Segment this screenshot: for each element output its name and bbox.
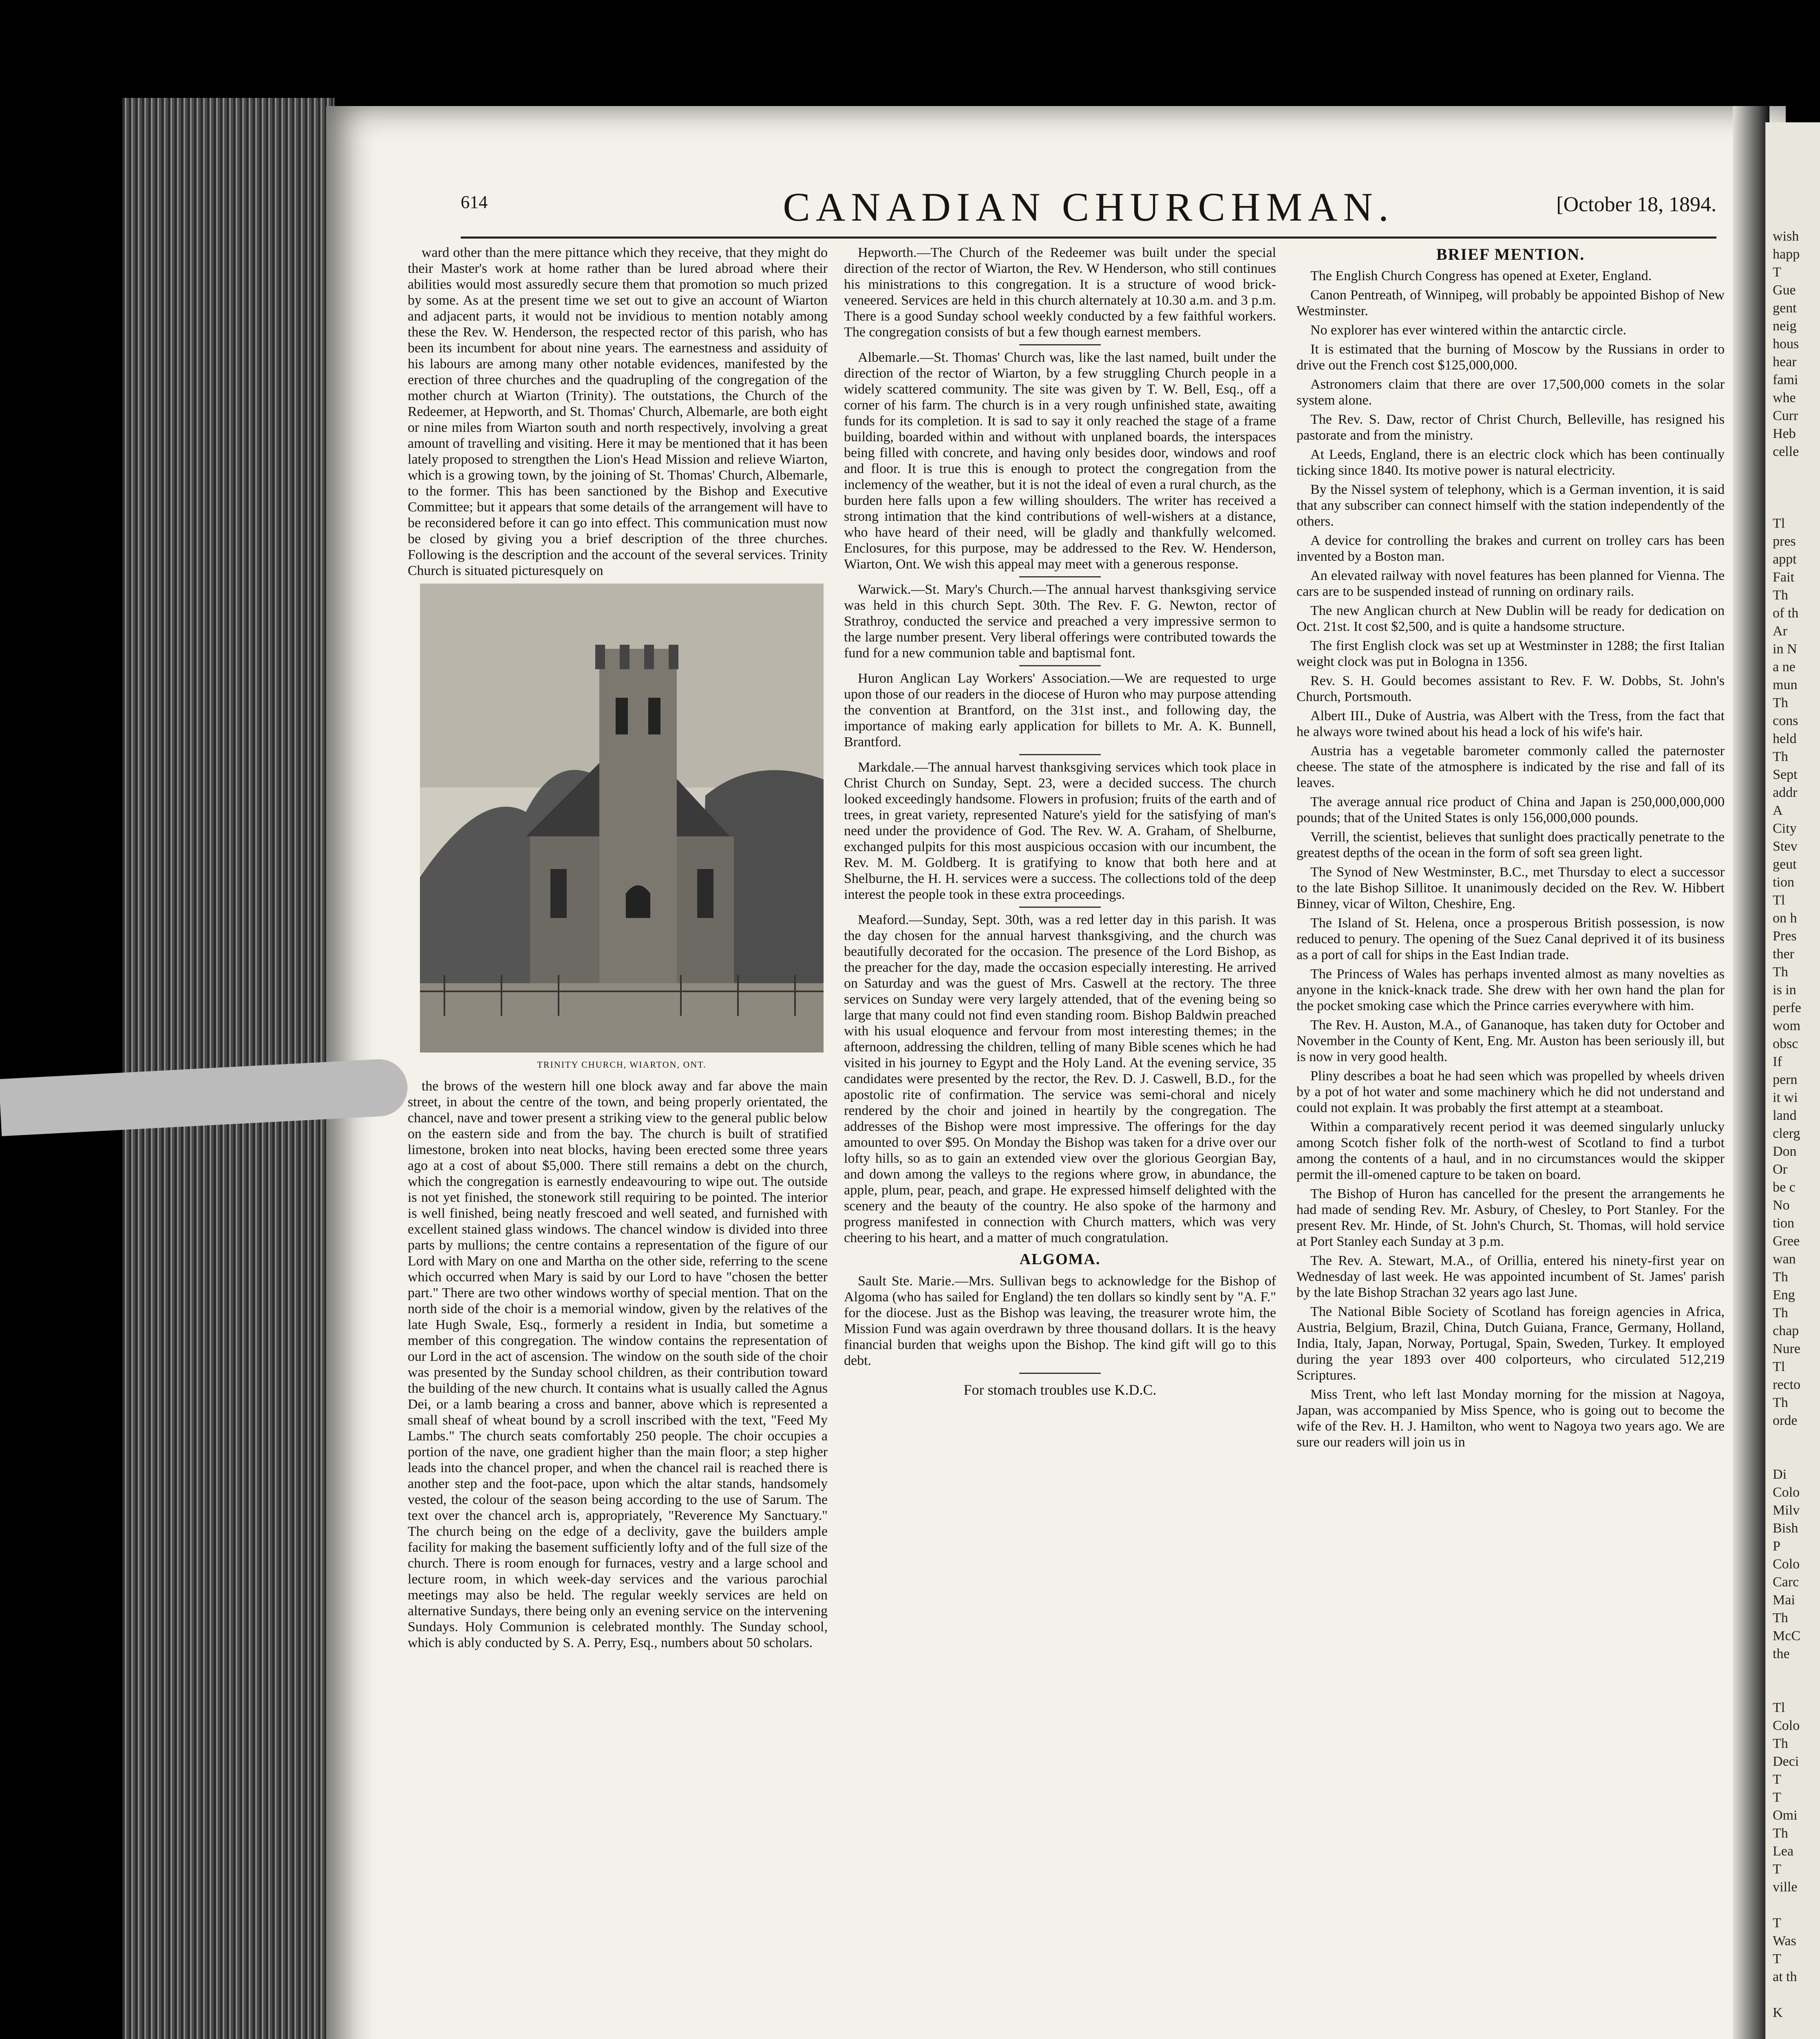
- brief-item: The Bishop of Huron has cancelled for the present the arrangements he had made of sending Rev. Mr. Asbury, of Chesley, to Port Stanley. For the present Rev. Mr. Hinde, of St. John's Church, St. Thomas, will hold service at Port Stanley each Sunday at 3 p.m.: [1297, 1186, 1725, 1249]
- margin-fragment: recto: [1773, 1377, 1800, 1392]
- brief-item: A device for controlling the brakes and current on trolley cars has been invented by a Boston man.: [1297, 533, 1725, 564]
- margin-fragment: T: [1773, 1951, 1781, 1966]
- brief-item: Rev. S. H. Gould becomes assistant to Rev. F. W. Dobbs, St. John's Church, Portsmouth.: [1297, 673, 1725, 704]
- margin-fragment: Th: [1773, 695, 1788, 710]
- margin-fragment: P: [1773, 1539, 1780, 1554]
- margin-fragment: Nure: [1773, 1341, 1800, 1356]
- margin-fragment: ther: [1773, 947, 1794, 962]
- margin-fragment: it wi: [1773, 1090, 1798, 1105]
- margin-fragment: Tl: [1773, 1359, 1785, 1374]
- brief-item: No explorer has ever wintered within the antarctic circle.: [1310, 323, 1627, 338]
- margin-fragment: Th: [1773, 1269, 1788, 1285]
- albemarle-item: Albemarle.—St. Thomas' Church was, like the last named, built under the direction of the rector of Wiarton, by a few struggling Church people in a widely scattered community. The site was given by T. W. Bell, Esq., off a corner of his farm. The church is in a very rough unfinished state, awaiting funds for its completion. It is sad to say it only reached the stage of a frame building, boarded within and without with unplaned boards, the interspaces being filled with concrete, and having only besides door, windows and roof and floor. It is true this is enough to protect the congregation from the inclemency of the weather, but it is not the ideal of even a rural church, as the burden here falls upon a few willing shoulders. The writer has received a strong intimation that the kind contributions of well-wishers at a distance, who have heard of their need, will be gladly and thankfully welcomed. Enclosures, for this purpose, may be addressed to the Rev. W. Henderson, Wiarton, Ont. We wish this appeal may meet with a generous response.: [844, 350, 1276, 572]
- margin-fragment: Th: [1773, 588, 1788, 603]
- margin-fragment: in N: [1773, 641, 1797, 657]
- margin-fragment: Pres: [1773, 929, 1797, 944]
- margin-fragment: [1773, 1987, 1818, 2005]
- masthead-title: CANADIAN CHURCHMAN.: [783, 184, 1394, 230]
- margin-fragment: Lea: [1773, 1844, 1793, 1859]
- header-rule: [461, 237, 1716, 239]
- facing-page-text-fragments: [1773, 228, 1818, 2039]
- margin-fragment: T: [1773, 1862, 1781, 1877]
- margin-fragment: Deci: [1773, 1754, 1799, 1769]
- wiarton-article-part2: the brows of the western hill one block away and far above the main street, in about the centre of the town, and being properly orientated, the chancel, nave and tower present a striking view to the general public below on the eastern side and from the bay. The church is built of stratified limestone, broken into neat blocks, having been erected some three years ago at a cost of about $5,000. There still remains a debt on the church, which the congregation is earnestly endeavouring to wipe out. The outside is not yet finished, the stonework still requiring to be pointed. The interior is well finished, being neatly frescoed and well seated, and furnished with excellent stained glass windows. The chancel window is divided into three parts by mullions; the centre contains a representation of the figure of our Lord with Mary on one and Martha on the other side, referring to the scene which occurred when Mary is said by our Lord to have "chosen the better part." There are two other windows worthy of special mention. That on the north side of the choir is a memorial window, given by the relatives of the late Hugh Swale, Esq., formerly a resident in India, but sometime a member of this congregation. The window contains the representation of our Lord in the act of ascension. The window on the south side of the choir was presented by the Sunday school children, as their contribution toward the building of the new church. It contains what is usually called the Agnus Dei, or a lamb bearing a cross and banner, above which is represented a small sheaf of wheat bound by a scroll inscribed with the text, "Feed My Lambs." The church seats comfortably 250 people. The choir occupies a portion of the nave, one gradient higher than the main floor; a step higher leads into the chancel proper, and when the chancel rail is reached there is another step and the foot-pace, upon which the altar stands, handsomely vested, the colour of the season being according to the use of Sarum. The text over the chancel arch is, appropriately, "Reverence My Sanctuary." The church being on the edge of a declivity, gave the builders ample facility for making the basement sufficiently lofty and of the full size of the church. There is room enough for furnaces, vestry and a large school and lecture room, in which week-day services and the various parochial meetings may also be held. The regular weekly services are held on alternative Sundays, there being only an evening service on the intervening Sundays. Holy Communion is celebrated monthly. The Sunday school, which is ably conducted by S. A. Perry, Esq., numbers about 50 scholars.: [408, 1079, 828, 1650]
- kdc-advert: For stomach troubles use K.D.C.: [963, 1382, 1157, 1398]
- margin-fragment: Colo: [1773, 1718, 1800, 1733]
- margin-fragment: tion: [1773, 875, 1794, 890]
- margin-fragment: is in: [1773, 982, 1796, 997]
- margin-fragment: If: [1773, 1054, 1782, 1069]
- margin-fragment: Th: [1773, 964, 1788, 980]
- margin-fragment: Carc: [1773, 1575, 1799, 1590]
- margin-fragment: Tl: [1773, 516, 1785, 531]
- margin-fragment: K: [1773, 2005, 1783, 2020]
- margin-fragment: appt: [1773, 552, 1797, 567]
- margin-fragment: [1773, 480, 1818, 498]
- brief-item: The Princess of Wales has perhaps invented almost as many novelties as anyone in the knick-knack trade. She drew with her own hand the plan for the pocket smoking case which the Prince carries everywhere with him.: [1297, 966, 1725, 1013]
- separator: [1019, 754, 1101, 755]
- brief-item: The average annual rice product of China and Japan is 250,000,000,000 pounds; that of the United States is only 156,000,000 pounds.: [1297, 794, 1725, 825]
- separator: [1019, 665, 1101, 666]
- figure-caption: TRINITY CHURCH, WIARTON, ONT.: [537, 1059, 707, 1070]
- margin-fragment: fami: [1773, 372, 1798, 387]
- column-1: [408, 245, 828, 1654]
- margin-fragment: chap: [1773, 1323, 1799, 1338]
- column-3: [1297, 245, 1725, 1453]
- brief-item: The Island of St. Helena, once a prosperous British possession, is now reduced to penury. The opening of the Suez Canal deprived it of its business as a port of call for ships in the East Indian trade.: [1297, 916, 1725, 962]
- margin-fragment: T: [1773, 1772, 1781, 1787]
- wiarton-article-part1: ward other than the mere pittance which they receive, that they might do their Master's work at home rather than be lured abroad where their abilities would most assuredly secure them that promotion so much prized by some. As at the present time we set out to give an account of Wiarton and adjacent parts, it would not be invidious to mention notably among these the Rev. W. Henderson, the respected rector of this parish, who has been its incumbent for about nine years. The earnestness and assiduity of his labours are among many other notable evidences, manifested by the erection of three churches and the quadrupling of the congregation of the mother church at Wiarton (Trinity). The outstations, the Church of the Redeemer, at Hepworth, and St. Thomas' Church, Albemarle, are both eight or nine miles from Wiarton south and north respectively, involving a great amount of travelling and visiting. Here it may be mentioned that it has been lately proposed to strengthen the Lion's Head Mission and relieve Wiarton, which is a growing town, by the joining of St. Thomas' Church, Albemarle, to the former. This has been sanctioned by the Bishop and Executive Committee; but it appears that some details of the arrangement will have to be reconsidered before it can go into effect. This communication must now be closed by giving you a brief description of the three churches. Following is the description and the account of the several services. Trinity Church is situated picturesquely on: [408, 245, 828, 578]
- margin-fragment: Don: [1773, 1144, 1797, 1159]
- margin-fragment: neig: [1773, 318, 1797, 334]
- margin-fragment: wish: [1773, 229, 1799, 244]
- margin-fragment: Gue: [1773, 283, 1796, 298]
- margin-fragment: [1773, 1897, 1818, 1915]
- algoma-heading: ALGOMA.: [1019, 1251, 1101, 1268]
- margin-fragment: ville: [1773, 1880, 1798, 1895]
- margin-fragment: wan: [1773, 1252, 1796, 1267]
- brief-item: Verrill, the scientist, believes that sunlight does practically penetrate to the greatest depths of the ocean in the form of soft sea green light.: [1297, 829, 1725, 860]
- meaford-item: Meaford.—Sunday, Sept. 30th, was a red letter day in this parish. It was the day chosen for the annual harvest thanksgiving, and the church was beautifully decorated for the occasion. The presence of the Lord Bishop, as the preacher for the day, made the occasion especially interesting. He arrived on Saturday and was the guest of Mrs. Caswell at the rectory. The three services on Sunday were very largely attended, that of the evening being so large that many could not find even standing room. Bishop Baldwin preached with his usual eloquence and fervour from most interesting themes; in the afternoon, addressing the children, telling of many Bible scenes which he had visited in his journey to Egypt and the Holy Land. At the evening service, 35 candidates were presented by the rector, the Rev. D. J. Caswell, B.D., for the apostolic rite of confirmation. The service was semi-choral and nicely rendered by the choir and joined in heartily by the congregation. The addresses of the Bishop were most impressive. The offerings for the day amounted to over $95. On Monday the Bishop was taken for a drive over our lofty hills, so as to gain an extended view over the glorious Georgian Bay, and down among the valleys to the regions where grow, in abundance, the apple, plum, pear, peach, and grape. He expressed himself delighted with the scenery and the beauty of the country. He also spoke of the harmony and progress manifested in connection with Church matters, which was very cheering to his heart, and a matter of much congratulation.: [844, 912, 1276, 1245]
- margin-fragment: cons: [1773, 713, 1798, 728]
- margin-fragment: whe: [1773, 390, 1796, 405]
- margin-fragment: Heb: [1773, 426, 1796, 441]
- margin-fragment: [1773, 1431, 1818, 1449]
- margin-fragment: perfe: [1773, 1000, 1801, 1015]
- margin-fragment: Colo: [1773, 1557, 1800, 1572]
- margin-fragment: addr: [1773, 785, 1798, 800]
- brief-item: Pliny describes a boat he had seen which was propelled by wheels driven by a pot of hot water and some machinery which he did not understand and could not explain. It was probably the first attempt at a steamboat.: [1297, 1068, 1725, 1115]
- separator: [1019, 1373, 1101, 1374]
- margin-fragment: happ: [1773, 247, 1800, 262]
- trinity-church-engraving: [420, 584, 824, 1053]
- margin-fragment: at th: [1773, 1969, 1797, 1984]
- brief-item: The first English clock was set up at Westminster in 1288; the first Italian weight clock was put in Bologna in 1356.: [1297, 638, 1725, 669]
- margin-fragment: City: [1773, 821, 1797, 836]
- margin-fragment: Was: [1773, 1933, 1796, 1948]
- margin-fragment: [1773, 1449, 1818, 1466]
- margin-fragment: Fait: [1773, 570, 1794, 585]
- brief-item: The Rev. A. Stewart, M.A., of Orillia, entered his ninety-first year on Wednesday of last week. He was appointed incumbent of St. James' parish by the late Bishop Strachan 32 years ago last June.: [1297, 1253, 1725, 1300]
- margin-fragment: Or: [1773, 1162, 1787, 1177]
- margin-fragment: geut: [1773, 857, 1797, 872]
- margin-fragment: T: [1773, 265, 1781, 280]
- margin-fragment: Th: [1773, 749, 1788, 764]
- margin-fragment: T: [1773, 1915, 1781, 1931]
- margin-fragment: wom: [1773, 1018, 1800, 1033]
- margin-fragment: Mai: [1773, 1592, 1795, 1608]
- margin-fragment: [1773, 498, 1818, 515]
- margin-fragment: [1773, 462, 1818, 480]
- margin-fragment: of th: [1773, 606, 1799, 621]
- margin-fragment: Th: [1773, 1395, 1788, 1410]
- brief-item: The Rev. S. Daw, rector of Christ Church, Belleville, has resigned his pastorate and from the ministry.: [1297, 412, 1725, 443]
- brief-item: The National Bible Society of Scotland has foreign agencies in Africa, Austria, Belgium, Brazil, China, Dutch Guiana, France, Germany, Holland, India, Italy, Japan, Norway, Portugal, Spain, Sweden, Turkey. It employed during the year 1893 over 400 colporteurs, who circulated 512,219 Scriptures.: [1297, 1304, 1725, 1383]
- margin-fragment: Milv: [1773, 1503, 1800, 1518]
- markdale-item: Markdale.—The annual harvest thanksgiving services which took place in Christ Church on Sunday, Sept. 23, were a decided success. The church looked exceedingly handsome. Flowers in profusion; fruits of the earth and of trees, in great variety, represented Nature's yield for the satisfying of man's need under the providence of God. The Rev. W. A. Graham, of Shelburne, exchanged pulpits for this most auspicious occasion with our incumbent, the Rev. M. M. Goldberg. It is gratifying to know that both here and at Shelburne, the H. H. services were a success. The collections told of the deep interest the people took in these extra proceedings.: [844, 760, 1276, 902]
- hepworth-item: Hepworth.—The Church of the Redeemer was built under the special direction of the rector of Wiarton, the Rev. W Henderson, who still continues his ministrations to this congregation. It is a structure of wood brick-veneered. Services are held in this church alternately at 10.30 a.m. and 3 p.m. There is a good Sunday school weekly conducted by a few faithful workers. The congregation consists of but a few though earnest members.: [844, 245, 1276, 340]
- margin-fragment: Eng: [1773, 1287, 1795, 1303]
- margin-fragment: land: [1773, 1108, 1797, 1123]
- issue-date: [October 18, 1894.: [1556, 193, 1716, 216]
- margin-fragment: hous: [1773, 336, 1799, 352]
- brief-item: Albert III., Duke of Austria, was Albert with the Tress, from the fact that he always wore twined about his head a lock of his wife's hair.: [1297, 708, 1725, 739]
- margin-fragment: celle: [1773, 444, 1799, 459]
- brief-item: Canon Pentreath, of Winnipeg, will probably be appointed Bishop of New Westminster.: [1297, 287, 1725, 318]
- brief-item: An elevated railway with novel features has been planned for Vienna. The cars are to be suspended instead of running on ordinary rails.: [1297, 568, 1725, 599]
- margin-fragment: hear: [1773, 354, 1797, 369]
- margin-fragment: obsc: [1773, 1036, 1798, 1051]
- margin-fragment: Tl: [1773, 1700, 1785, 1715]
- margin-fragment: held: [1773, 731, 1797, 746]
- separator: [1019, 576, 1101, 577]
- huron-lay-workers-item: Huron Anglican Lay Workers' Association.—We are requested to urge upon those of our readers in the diocese of Huron who may purpose attending the convention at Brantford, on the 31st inst., and following day, the importance of making early application for billets to Mr. A. K. Bunnell, Brantford.: [844, 671, 1276, 750]
- margin-fragment: McC: [1773, 1628, 1800, 1643]
- margin-fragment: Stev: [1773, 839, 1798, 854]
- margin-fragment: Curr: [1773, 408, 1798, 423]
- brief-item: At Leeds, England, there is an electric clock which has been continually ticking since 1840. Its motive power is natural electricity.: [1297, 447, 1725, 478]
- page-header: [461, 184, 1716, 232]
- margin-fragment: No: [1773, 1198, 1790, 1213]
- margin-fragment: a ne: [1773, 659, 1796, 675]
- trinity-church-figure: [420, 584, 824, 1073]
- sault-ste-marie-item: Sault Ste. Marie.—Mrs. Sullivan begs to acknowledge for the Bishop of Algoma (who has sailed for England) the ten dollars so kindly sent by "A. F." for the diocese. Just as the Bishop was leaving, the treasurer wrote him, the Mission Fund was again overdrawn by three thousand dollars. It is the heavy financial burden that weighs upon the Bishop. The kind gift will go to this debt.: [844, 1274, 1276, 1368]
- margin-fragment: Th: [1773, 1736, 1788, 1751]
- brief-item: Miss Trent, who left last Monday morning for the mission at Nagoya, Japan, was accompanied by Miss Spence, who is going out to become the wife of the Rev. H. J. Hamilton, who went to Nagoya two years ago. We are sure our readers will join us in: [1297, 1387, 1725, 1450]
- margin-fragment: Di: [1773, 1467, 1787, 1482]
- margin-fragment: Th: [1773, 1826, 1788, 1841]
- brief-item: The Synod of New Westminster, B.C., met Thursday to elect a successor to the late Bishop Sillitoe. It unanimously decided on the Rev. W. Hibbert Binney, vicar of Wilton, Cheshire, Eng.: [1297, 865, 1725, 911]
- margin-fragment: tion: [1773, 1216, 1794, 1231]
- margin-fragment: Sept: [1773, 767, 1798, 782]
- margin-fragment: pres: [1773, 534, 1796, 549]
- margin-fragment: mun: [1773, 677, 1798, 692]
- warwick-item: Warwick.—St. Mary's Church.—The annual harvest thanksgiving service was held in this church Sept. 30th. The Rev. F. G. Newton, rector of Strathroy, conducted the service and preached a very impressive sermon to the large number present. Very liberal offerings were contributed towards the fund for a new communion table and baptismal font.: [844, 582, 1276, 661]
- margin-fragment: orde: [1773, 1413, 1798, 1428]
- brief-item: The English Church Congress has opened at Exeter, England.: [1310, 268, 1652, 283]
- book-gutter: [1733, 106, 1769, 2039]
- margin-fragment: A: [1773, 803, 1783, 818]
- brief-item: Within a comparatively recent period it was deemed singularly unlucky among Scotch fisher folk of the north-west of Scotland to find a turbot among the contents of a haul, and in no circumstances would the skipper permit the ill-omened capture to be taken on board.: [1297, 1119, 1725, 1182]
- brief-mention-heading: BRIEF MENTION.: [1436, 245, 1585, 263]
- margin-fragment: [1773, 1664, 1818, 1682]
- separator: [1019, 344, 1101, 345]
- margin-fragment: Th: [1773, 1305, 1788, 1320]
- margin-fragment: Tl: [1773, 893, 1785, 908]
- separator: [1019, 907, 1101, 908]
- margin-fragment: Omi: [1773, 1808, 1798, 1823]
- margin-fragment: Colo: [1773, 1485, 1800, 1500]
- page-number: 614: [461, 192, 488, 212]
- brief-item: Astronomers claim that there are over 17,500,000 comets in the solar system alone.: [1297, 377, 1725, 408]
- margin-fragment: pern: [1773, 1072, 1798, 1087]
- margin-fragment: Ar: [1773, 624, 1787, 639]
- brief-item: By the Nissel system of telephony, which is a German invention, it is said that any subscriber can connect himself with the station independently of the others.: [1297, 482, 1725, 529]
- brief-item: Austria has a vegetable barometer commonly called the paternoster cheese. The state of the atmosphere is indicated by the rise and fall of its leaves.: [1297, 743, 1725, 790]
- margin-fragment: [1773, 1682, 1818, 1700]
- margin-fragment: Bish: [1773, 1521, 1798, 1536]
- column-2: [844, 245, 1276, 1398]
- margin-fragment: be c: [1773, 1180, 1796, 1195]
- brief-item: It is estimated that the burning of Moscow by the Russians in order to drive out the French cost $125,000,000.: [1297, 342, 1725, 373]
- margin-fragment: gent: [1773, 301, 1797, 316]
- margin-fragment: T: [1773, 1790, 1781, 1805]
- margin-fragment: the: [1773, 1646, 1790, 1661]
- margin-fragment: clerg: [1773, 1126, 1800, 1141]
- margin-fragment: Th: [1773, 1610, 1788, 1625]
- brief-item: The new Anglican church at New Dublin will be ready for dedication on Oct. 21st. It cost $2,500, and is quite a handsome structure.: [1297, 603, 1725, 634]
- margin-fragment: Gree: [1773, 1234, 1800, 1249]
- brief-item: The Rev. H. Auston, M.A., of Gananoque, has taken duty for October and November in the County of Kent, Eng. Mr. Auston has been seriously ill, but is now in very good health.: [1297, 1017, 1725, 1064]
- margin-fragment: on h: [1773, 911, 1797, 926]
